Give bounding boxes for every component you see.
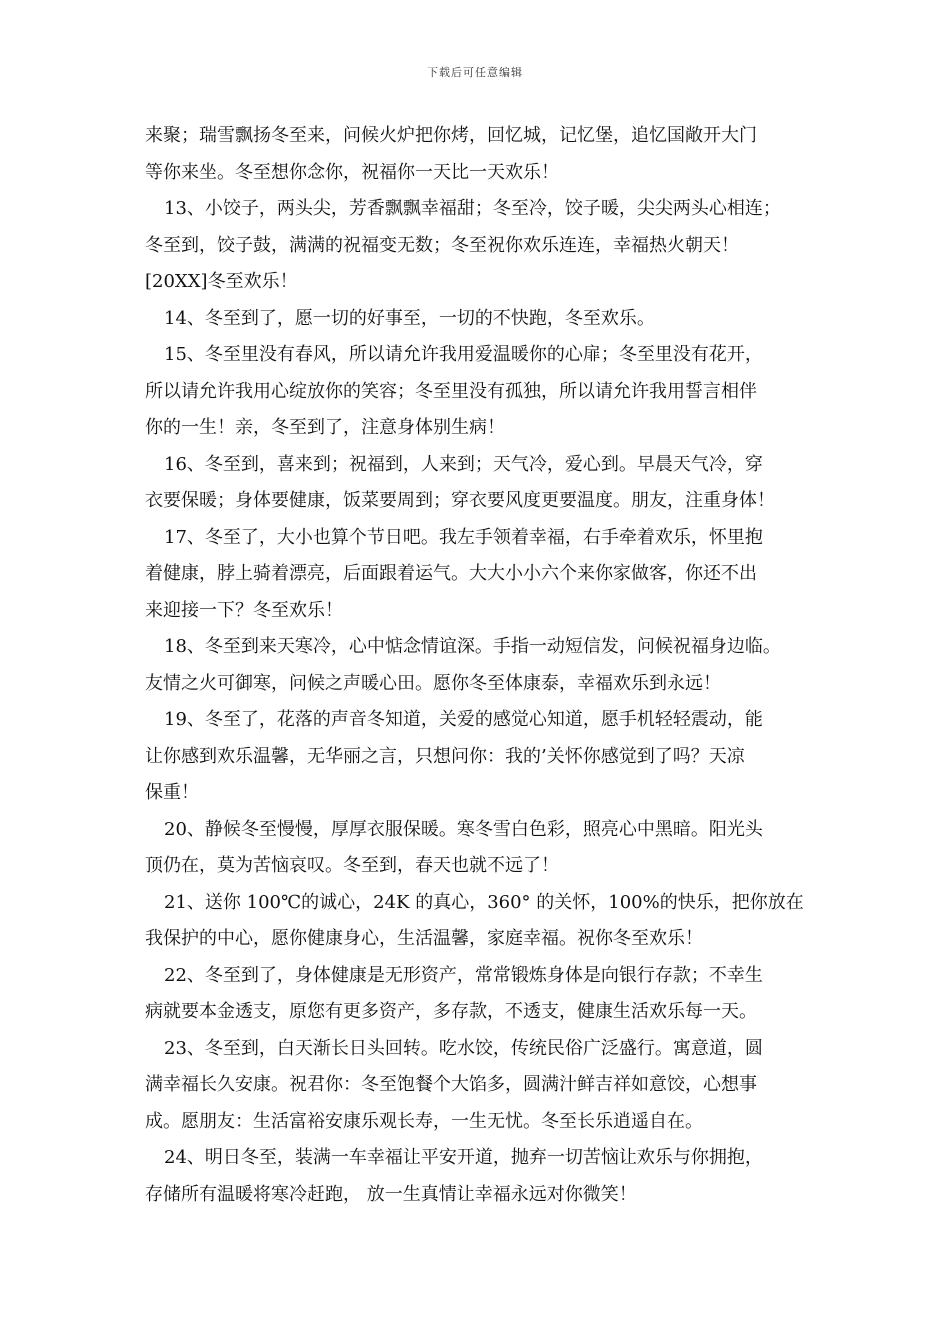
text-line: 16、冬至到，喜来到；祝福到，人来到；天气冷，爱心到。早晨天气冷，穿 — [164, 453, 763, 475]
text-line: 冬至到，饺子鼓，满满的祝福变无数；冬至祝你欢乐连连，幸福热火朝天！ — [145, 234, 739, 256]
text-line: 17、冬至了，大小也算个节日吧。我左手领着幸福，右手牵着欢乐，怀里抱 — [164, 526, 763, 548]
text-line: 保重！ — [145, 782, 199, 803]
text-line: 等你来坐。冬至想你念你，祝福你一天比一天欢乐！ — [145, 161, 559, 183]
text-line: 存储所有温暖将寒冷赶跑， 放一生真情让幸福永远对你微笑！ — [145, 1183, 637, 1205]
text-line: 顶仍在，莫为苦恼哀叹。冬至到，春天也就不远了！ — [145, 855, 559, 876]
text-line: 21、送你 100℃的诚心，24K 的真心，360° 的关怀，100%的快乐，把你放在 — [164, 891, 804, 913]
text-line: 你的一生！亲，冬至到了，注意身体别生病！ — [145, 417, 505, 438]
text-line: [20XX]冬至欢乐！ — [145, 271, 298, 292]
text-line: 友情之火可御寒，问候之声暖心田。愿你冬至体康泰，幸福欢乐到永远！ — [145, 672, 721, 694]
text-line: 来迎接一下？冬至欢乐！ — [145, 599, 343, 621]
text-line: 18、冬至到来天寒冷，心中惦念情谊深。手指一动短信发，问候祝福身边临。 — [164, 636, 781, 657]
text-line: 20、静候冬至慢慢，厚厚衣服保暖。寒冬雪白色彩，照亮心中黑暗。阳光头 — [164, 818, 763, 840]
text-line: 13、小饺子，两头尖，芳香飘飘幸福甜；冬至冷，饺子暖，尖尖两头心相连； — [164, 198, 781, 219]
page-header: 下载后可任意编辑 — [427, 66, 523, 79]
text-line: 满幸福长久安康。祝君你：冬至饱餐个大馅多，圆满汁鲜吉祥如意饺，心想事 — [145, 1074, 757, 1095]
text-line: 我保护的中心，愿你健康身心，生活温馨，家庭幸福。祝你冬至欢乐！ — [145, 928, 703, 949]
text-line: 15、冬至里没有春风，所以请允许我用爱温暖你的心扉；冬至里没有花开， — [164, 344, 763, 365]
text-line: 着健康，脖上骑着漂亮，后面跟着运气。大大小小六个来你家做客，你还不出 — [145, 563, 757, 584]
text-line: 23、冬至到，白天渐长日头回转。吃水饺，传统民俗广泛盛行。寓意道，圆 — [164, 1037, 763, 1059]
text-line: 14、冬至到了，愿一切的好事至，一切的不快跑，冬至欢乐。 — [164, 307, 655, 329]
text-line: 衣要保暖；身体要健康，饭菜要周到；穿衣要风度更要温度。朋友，注重身体！ — [145, 490, 775, 511]
text-line: 所以请允许我用心绽放你的笑容；冬至里没有孤独，所以请允许我用誓言相伴 — [145, 380, 757, 402]
document-body — [145, 118, 825, 1213]
text-line: 病就要本金透支，原您有更多资产，多存款，不透支，健康生活欢乐每一天。 — [145, 1001, 757, 1022]
text-line: 22、冬至到了，身体健康是无形资产，常常锻炼身体是向银行存款；不幸生 — [164, 964, 763, 986]
text-line: 19、冬至了，花落的声音冬知道，关爱的感觉心知道，愿手机轻轻震动，能 — [164, 709, 763, 730]
text-line: 让你感到欢乐温馨，无华丽之言，只想问你：我的’关怀你感觉到了吗？天凉 — [145, 745, 745, 767]
text-line: 24、明日冬至，装满一车幸福让平安开道，抛弃一切苦恼让欢乐与你拥抱， — [164, 1147, 763, 1168]
text-line: 来聚；瑞雪飘扬冬至来，问候火炉把你烤，回忆城，记忆堡，追忆国敞开大门 — [145, 125, 757, 146]
text-line: 成。愿朋友：生活富裕安康乐观长寿，一生无忧。冬至长乐逍遥自在。 — [145, 1110, 703, 1132]
